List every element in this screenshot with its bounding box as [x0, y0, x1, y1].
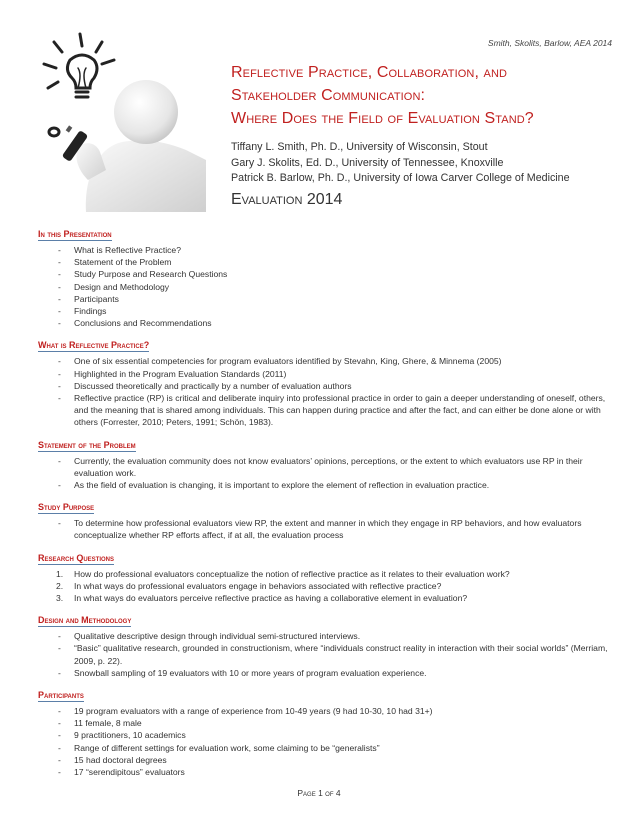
bullet-dash: - — [58, 667, 61, 678]
attribution-line: Smith, Skolits, Barlow, AEA 2014 — [487, 38, 612, 48]
title-line-3: Where Does the Field of Evaluation Stand? — [231, 110, 534, 127]
bullet-dash: - — [58, 269, 61, 280]
section-what-is-rp — [38, 335, 608, 428]
document-title — [231, 61, 621, 130]
section-presentation — [38, 224, 608, 329]
section-design — [38, 610, 608, 679]
section-heading: What is Reflective Practice? — [38, 340, 150, 351]
list-item: 1. How do professional evaluators conceptualize the notion of reflective practice as it relates to their evaluation work? — [56, 568, 510, 579]
bullet-dash: - — [58, 245, 61, 255]
list-item: - 15 had doctoral degrees — [58, 754, 167, 765]
list-item: - Statement of the Problem — [58, 257, 172, 268]
event-name: Evaluation 2014 — [231, 190, 343, 208]
list-item: - As the field of evaluation is changing, it is important to explore the element of reflection in evaluation practice. — [58, 480, 490, 491]
bullet-dash: - — [58, 356, 61, 367]
list-item: - 17 “serendipitous” evaluators — [58, 767, 185, 778]
bullet-dash: - — [58, 293, 61, 304]
section-participants — [38, 685, 608, 778]
bullet-dash: - — [58, 718, 61, 729]
list-item: - Discussed theoretically and practically by a number of evaluation authors — [58, 380, 352, 391]
bullet-dash: - — [58, 518, 61, 529]
list-item: - “Basic” qualitative research, grounded in constructionism, where “individuals construct reality in interaction with their social worlds” (Merriam, 2009, p. 22). — [58, 643, 608, 666]
bullet-dash: - — [58, 380, 61, 391]
bullet-dash: - — [58, 631, 61, 642]
bullet-dash: - — [58, 754, 61, 765]
bullet-dash: - — [58, 257, 61, 268]
section-research-questions — [38, 548, 608, 605]
section-heading: In this Presentation — [38, 229, 112, 239]
bullet-dash: - — [58, 281, 61, 292]
bullet-dash: - — [58, 742, 61, 753]
title-line-1: Reflective Practice, Collaboration, and — [231, 64, 508, 81]
list-item: - Range of different settings for evaluation work, some claiming to be “generalists” — [58, 742, 380, 753]
list-item: - 9 practitioners, 10 academics — [58, 730, 186, 741]
section-heading: Research Questions — [38, 552, 115, 563]
list-item: - 11 female, 8 male — [58, 718, 142, 729]
section-problem — [38, 435, 608, 492]
document-body — [38, 218, 608, 778]
section-list — [38, 517, 608, 541]
list-item: - Reflective practice (RP) is critical and deliberate inquiry into professional practice in order to gain a deeper understanding of oneself, others, and the meaning that is shared among individuals. This can happen during practice and after the fact, and can either be done alone or with others (Forrester, 2010; Peters, 1991; Schön, 1983). — [58, 393, 606, 428]
lightbulb-figure-illustration — [26, 30, 206, 212]
title-line-2: Stakeholder Communication: — [231, 87, 426, 104]
bullet-dash: - — [58, 643, 61, 654]
author-3: Patrick B. Barlow, Ph. D., University of Iowa Carver College of Medicine — [231, 172, 570, 184]
bullet-dash: - — [58, 455, 61, 466]
list-number: 1. — [56, 568, 64, 579]
bullet-dash: - — [58, 318, 61, 329]
list-item: - Study Purpose and Research Questions — [58, 269, 228, 280]
section-purpose — [38, 497, 608, 541]
figure-body — [86, 140, 206, 212]
list-item: - To determine how professional evaluators view RP, the extent and manner in which they engage in RP behaviors, and how evaluators conceptualize whether RP efforts affect, if at all, the evaluation process — [58, 518, 582, 541]
section-list — [38, 244, 608, 329]
list-number: 2. — [56, 580, 64, 591]
list-item: 3. In what ways do evaluators perceive reflective practice as having a collaborative element in evaluation? — [56, 593, 468, 604]
list-number: 3. — [56, 593, 64, 604]
list-item: - 19 program evaluators with a range of experience from 10-49 years (9 had 10-30, 10 had 31+) — [58, 706, 433, 717]
document-header — [231, 61, 621, 209]
figure-head — [114, 80, 178, 144]
section-list — [38, 630, 608, 679]
bullet-dash: - — [58, 767, 61, 778]
bullet-dash: - — [58, 730, 61, 741]
lightbulb-icon — [44, 34, 114, 97]
page-footer: Page 1 of 4 — [297, 788, 341, 798]
letter-o-doodle — [49, 128, 59, 136]
section-list — [38, 705, 608, 778]
author-1: Tiffany L. Smith, Ph. D., University of Wisconsin, Stout — [231, 141, 488, 153]
list-item: - What is Reflective Practice? — [58, 245, 181, 255]
section-list — [38, 568, 608, 605]
section-heading: Participants — [38, 690, 84, 701]
bullet-dash: - — [58, 306, 61, 317]
list-item: - Qualitative descriptive design through individual semi-structured interviews. — [58, 631, 361, 642]
bullet-dash: - — [58, 368, 61, 379]
list-item: - Highlighted in the Program Evaluation Standards (2011) — [58, 368, 287, 379]
list-item: - Participants — [58, 293, 119, 304]
bullet-dash: - — [58, 706, 61, 717]
section-heading: Statement of the Problem — [38, 439, 136, 450]
section-list — [38, 355, 608, 428]
list-item: - Conclusions and Recommendations — [58, 318, 212, 329]
list-item: - Findings — [58, 306, 107, 317]
list-item: 2. In what ways do professional evaluators engage in behaviors associated with reflective practice? — [56, 580, 442, 591]
list-item: - Design and Methodology — [58, 281, 170, 292]
list-item: - Currently, the evaluation community does not know evaluators’ opinions, perceptions, or the extent to which evaluators use RP in their evaluation work. — [58, 455, 583, 478]
author-2: Gary J. Skolits, Ed. D., University of Tennessee, Knoxville — [231, 156, 504, 169]
list-item: - One of six essential competencies for program evaluators identified by Stevahn, King, Ghere, & Minnema (2005) — [58, 356, 502, 367]
section-heading: Design and Methodology — [38, 615, 132, 626]
section-list — [38, 455, 608, 492]
section-heading: Study Purpose — [38, 502, 95, 513]
bullet-dash: - — [58, 480, 61, 491]
list-item: - Snowball sampling of 19 evaluators with 10 or more years of program evaluation experience. — [58, 667, 427, 678]
bullet-dash: - — [58, 393, 61, 404]
author-list — [231, 140, 621, 187]
